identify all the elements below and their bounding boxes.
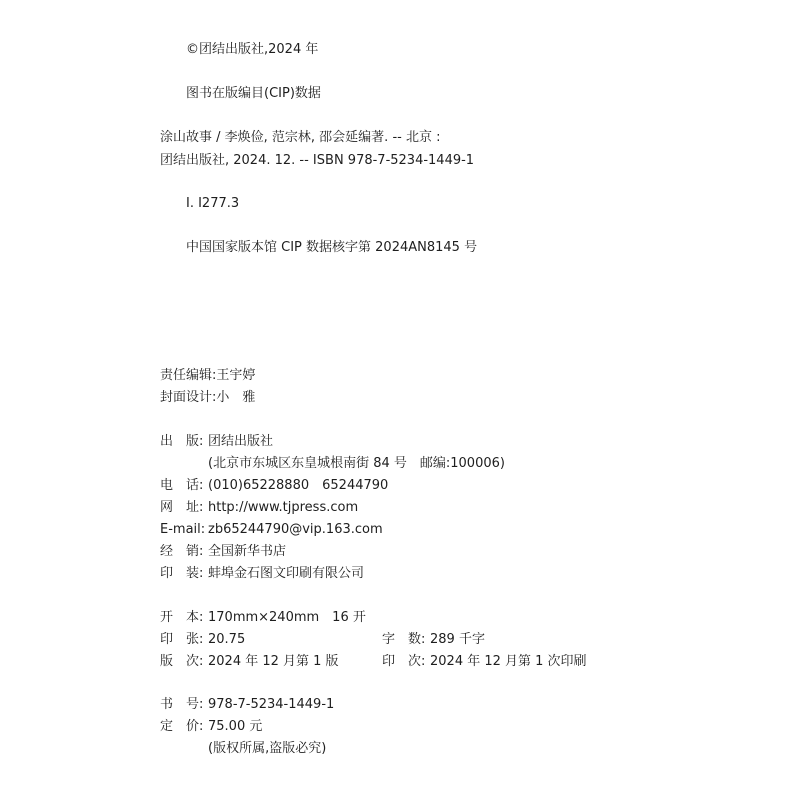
publisher-address: (北京市东城区东皇城根南街 84 号 邮编:100006) (208, 456, 505, 471)
printer-row (160, 566, 364, 582)
responsible-editor: 责任编辑:王宇婷 (160, 368, 256, 383)
printer-value: 蚌埠金石图文印刷有限公司 (208, 566, 365, 581)
sheets-label: 印 张: (160, 632, 204, 647)
website-row (160, 500, 358, 516)
cover-designer: 封面设计:小 雅 (160, 390, 256, 405)
printer-label: 印 装: (160, 566, 204, 581)
words-row (382, 632, 485, 648)
printing-value: 2024 年 12 月第 1 次印刷 (430, 654, 587, 669)
edition-label: 版 次: (160, 654, 204, 669)
cip-entry-line-1: 涂山故事 / 李焕俭, 范宗林, 邵会延编著. -- 北京 : (160, 130, 441, 145)
price-value: 75.00 元 (208, 719, 263, 734)
printing-row (382, 654, 587, 670)
format-label: 开 本: (160, 610, 204, 625)
sheets-row (160, 632, 245, 648)
edition-value: 2024 年 12 月第 1 版 (208, 654, 339, 669)
format-row (160, 610, 366, 626)
website-label: 网 址: (160, 500, 204, 515)
website-value: http://www.tjpress.com (208, 500, 359, 515)
isbn-label: 书 号: (160, 697, 204, 712)
phone-value: (010)65228880 65244790 (208, 478, 389, 493)
publisher-name: 团结出版社 (208, 434, 274, 449)
format-value: 170mm×240mm 16 开 (208, 610, 366, 625)
copyright-line: ©团结出版社,2024 年 (186, 42, 319, 57)
cip-data-number: 中国国家版本馆 CIP 数据核字第 2024AN8145 号 (186, 240, 478, 255)
distributor-value: 全国新华书店 (208, 544, 287, 559)
email-value: zb65244790@vip.163.com (208, 522, 383, 537)
cip-entry-line-2: 团结出版社, 2024. 12. -- ISBN 978-7-5234-1449-1 (160, 153, 475, 168)
phone-label: 电 话: (160, 478, 204, 493)
rights-notice: (版权所属,盗版必究) (208, 741, 327, 756)
publisher-row (160, 434, 273, 450)
sheets-value: 20.75 (208, 632, 246, 647)
distributor-label: 经 销: (160, 544, 204, 559)
price-row (160, 719, 262, 735)
email-label: E-mail: (160, 522, 206, 537)
printing-label: 印 次: (382, 654, 426, 669)
isbn-value: 978-7-5234-1449-1 (208, 697, 335, 712)
isbn-row (160, 697, 334, 713)
words-label: 字 数: (382, 632, 426, 647)
classification-number: Ⅰ. I277.3 (186, 196, 240, 211)
distributor-row (160, 544, 286, 560)
words-value: 289 千字 (430, 632, 485, 647)
publisher-label: 出 版: (160, 434, 204, 449)
edition-row (160, 654, 339, 670)
price-label: 定 价: (160, 719, 204, 734)
email-row (160, 522, 383, 538)
phone-row (160, 478, 388, 494)
cip-heading: 图书在版编目(CIP)数据 (186, 86, 321, 101)
